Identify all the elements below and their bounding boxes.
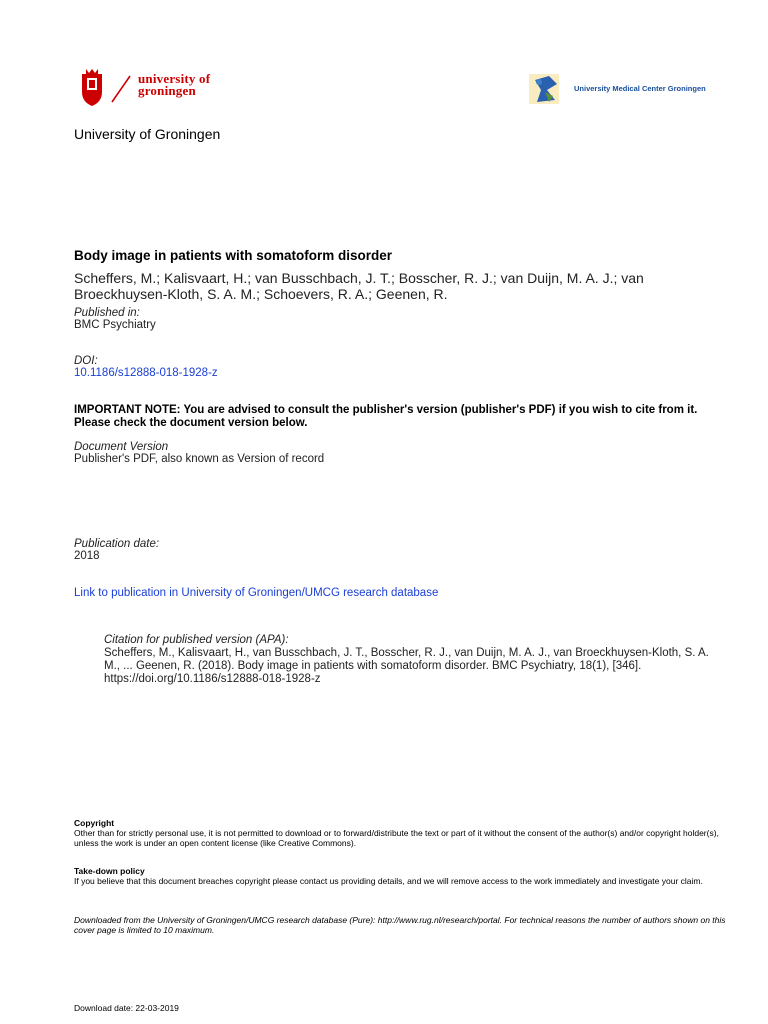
download-date: Download date: 22-03-2019 <box>74 1003 179 1013</box>
document-version-block <box>74 441 324 465</box>
document-version-value: Publisher's PDF, also known as Version of record <box>74 453 325 465</box>
download-note: Downloaded from the University of Groningen/UMCG research database (Pure): http://www.rug.nl/research/portal. For technical reasons the number of authors shown on this cover page is limited to 10 maximum. <box>74 915 726 935</box>
published-in-block <box>74 307 156 331</box>
document-version-label: Document Version <box>74 441 169 453</box>
doi-block <box>74 355 218 379</box>
rug-logo-text: university of groningen <box>138 71 211 98</box>
citation-block <box>104 634 724 686</box>
takedown-block <box>74 866 734 886</box>
published-in-value: BMC Psychiatry <box>74 319 156 331</box>
umcg-emblem-icon <box>529 74 559 104</box>
takedown-text: If you believe that this document breaches copyright please contact us providing details, and we will remove access to the work immediately and investigate your claim. <box>74 876 703 886</box>
publication-date-label: Publication date: <box>74 538 160 550</box>
citation-text: Scheffers, M., Kalisvaart, H., van Busschbach, J. T., Bosscher, R. J., van Duijn, M. A. J., van Broeckhuysen-Kloth, S. A. M., ... Geenen, R. (2018). Body image in patients with somatoform disorder. BMC Psychiatry, 18(1), [346]. https://doi.org/10.1186/s12888-018-1928-z <box>104 647 709 685</box>
published-in-label: Published in: <box>74 307 140 319</box>
rug-crest-icon <box>82 69 102 106</box>
publication-date-block <box>74 538 159 562</box>
publication-link[interactable]: Link to publication in University of Groningen/UMCG research database <box>74 587 439 599</box>
important-note: IMPORTANT NOTE: You are advised to consult the publisher's version (publisher's PDF) if you wish to cite from it. Please check the document version below. <box>74 404 698 429</box>
copyright-block <box>74 818 734 848</box>
authors: Scheffers, M.; Kalisvaart, H.; van Busschbach, J. T.; Bosscher, R. J.; van Duijn, M. A. J.; van Broeckhuysen-Kloth, S. A. M.; Schoevers, R. A.; Geenen, R. <box>74 270 644 302</box>
publication-date-value: 2018 <box>74 550 100 562</box>
citation-label: Citation for published version (APA): <box>104 634 289 646</box>
copyright-heading: Copyright <box>74 818 115 828</box>
publication-title: Body image in patients with somatoform disorder <box>74 248 393 263</box>
doi-label: DOI: <box>74 355 98 367</box>
copyright-text: Other than for strictly personal use, it is not permitted to download or to forward/distribute the text or part of it without the consent of the author(s) and/or copyright holder(s), unless the work is under an open content license (like Creative Commons). <box>74 828 719 848</box>
takedown-heading: Take-down policy <box>74 866 145 876</box>
umcg-logo-text: University Medical Center Groningen <box>574 84 706 93</box>
institution-name: University of Groningen <box>74 126 221 142</box>
doi-link[interactable]: 10.1186/s12888-018-1928-z <box>74 367 218 379</box>
rug-slash <box>112 76 130 102</box>
